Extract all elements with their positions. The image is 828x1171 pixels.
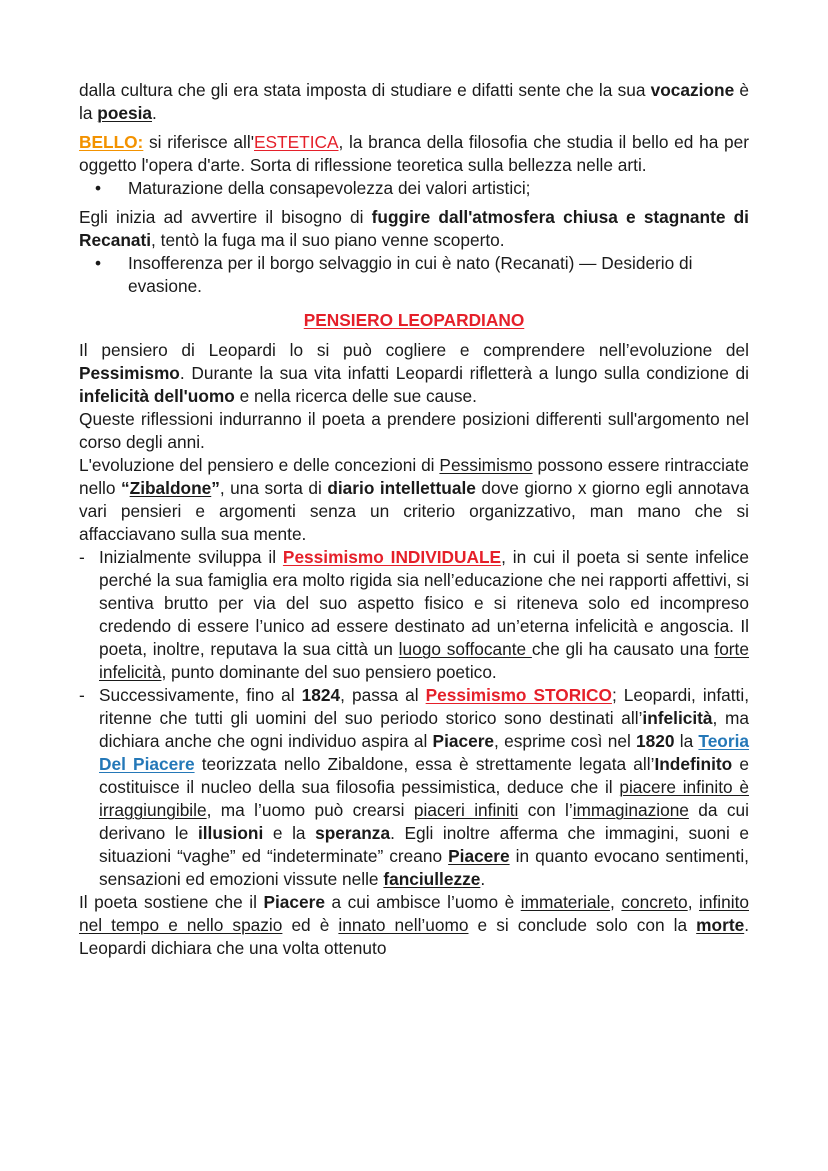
pessimismo-individuale-term: Pessimismo INDIVIDUALE [282, 547, 502, 567]
list-item: • Maturazione della consapevolezza dei valori artistici; [95, 178, 531, 198]
zibaldone-term: Zibaldone [129, 478, 212, 498]
vocazione-term: vocazione [650, 80, 735, 100]
list-item: - Inizialmente sviluppa il Pessimismo INDIVIDUALE, in cui il poeta si sente infelice perché la sua famiglia era molto rigida sia nell’educazione che nei rapporti affettivi, si sentiva brutto per via del suo aspetto fisico e si riteneva solo ed incompreso credendo di essere l’unico ad essere destinato ad un’eterna infelicità e angoscia. Il poeta, inoltre, reputava la sua città un luogo soffocante che gli ha causato una forte infelicità, punto dominante del suo pensiero poetico. [79, 547, 749, 682]
teoria-del-piacere-term: Teoria Del Piacere [99, 731, 749, 774]
dash-list-1 [79, 546, 749, 684]
pessimismo-storico-term: Pessimismo STORICO [425, 685, 612, 705]
bullet-list-2 [79, 252, 749, 298]
list-item: • Insofferenza per il borgo selvaggio in cui è nato (Recanati) — Desiderio di evasione. [95, 253, 693, 296]
piacere-paragraph: Il poeta sostiene che il Piacere a cui ambisce l’uomo è immateriale, concreto, infinito nel tempo e nello spazio ed è innato nell’uomo e si conclude solo con la morte. Leopardi dichiara che una volta ottenuto [79, 892, 749, 958]
pessimismo-paragraph: Il pensiero di Leopardi lo si può cogliere e comprendere nell’evoluzione del Pessimismo. Durante la sua vita infatti Leopardi rifletterà a lungo sulla condizione di infelicità dell'uomo e nella ricerca delle sue cause. [79, 340, 749, 406]
poesia-term: poesia [97, 103, 153, 123]
riflessioni-paragraph: Queste riflessioni indurranno il poeta a prendere posizioni differenti sull'argomento nel corso degli anni. [79, 409, 749, 452]
bullet-icon: • [95, 178, 102, 198]
bullet-icon: • [95, 253, 102, 273]
bullet-list-1 [79, 177, 749, 200]
section-title: PENSIERO LEOPARDIANO [303, 310, 525, 330]
list-item: - Successivamente, fino al 1824, passa al Pessimismo STORICO; Leopardi, infatti, ritenne che tutti gli uomini del suo periodo storico sono destinati all’infelicità, ma dichiara anche che ogni individuo aspira al Piacere, esprime così nel 1820 la Teoria Del Piacere teorizzata nello Zibaldone, essa è strettamente legata all’Indefinito e costituisce il nucleo della sua filosofia pessimistica, deduce che il piacere infinito è irraggiungibile, ma l’uomo può crearsi piaceri infiniti con l’immaginazione da cui derivano le illusioni e la speranza. Egli inoltre afferma che immagini, suoni e situazioni “vaghe” ed “indeterminate” creano Piacere in quanto evocano sentimenti, sensazioni ed emozioni vissute nelle fanciullezze. [79, 685, 750, 889]
estetica-term: ESTETICA [254, 132, 339, 152]
document-page [79, 79, 749, 960]
bello-paragraph: BELLO: si riferisce all'ESTETICA, la branca della filosofia che studia il bello ed ha per oggetto l'opera d'arte. Sorta di riflessione teoretica sulla bellezza nelle arti. [79, 132, 749, 175]
intro-paragraph: dalla cultura che gli era stata imposta di studiare e difatti sente che la sua vocazione è la poesia. [79, 80, 750, 123]
bello-label: BELLO: [79, 132, 144, 152]
dash-icon: - [79, 685, 85, 705]
zibaldone-paragraph: L'evoluzione del pensiero e delle concezioni di Pessimismo possono essere rintracciate nello “Zibaldone”, una sorta di diario intellettuale dove giorno x giorno egli annotava vari pensieri e argomenti senza un criterio organizzativo, man mano che si affacciavano sulla sua mente. [79, 455, 749, 544]
dash-icon: - [79, 547, 85, 567]
dash-list-2 [79, 684, 749, 891]
egli-paragraph: Egli inizia ad avvertire il bisogno di fuggire dall'atmosfera chiusa e stagnante di Recanati, tentò la fuga ma il suo piano venne scoperto. [79, 207, 749, 250]
